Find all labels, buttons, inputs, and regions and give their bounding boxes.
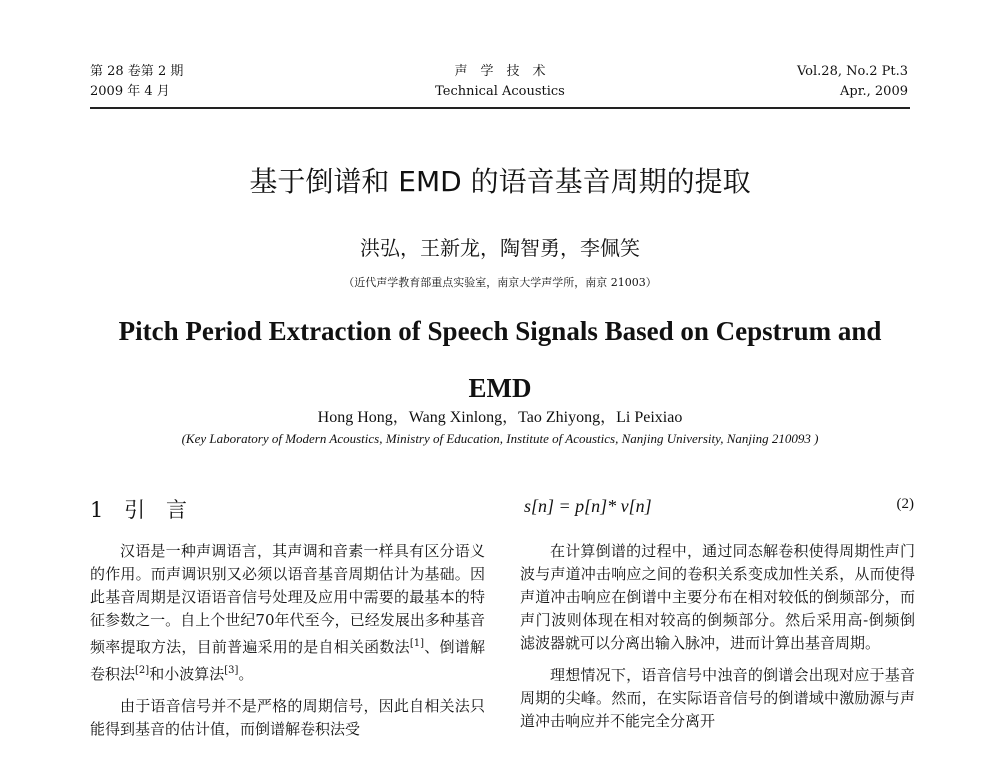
- affiliation-en: (Key Laboratory of Modern Acoustics, Ministry of Education, Institute of Acoustics, Nanjing University, Nanjing 210093 ): [181, 431, 819, 446]
- body-paragraph-2: 理想情况下，语音信号中浊音的倒谱会出现对应于基音周期的尖峰。然而，在实际语音信号的倒谱域中激励源与声道冲击响应并不能完全分离开: [520, 666, 915, 730]
- intro-paragraph-2: 由于语音信号并不是严格的周期信号，因此自相关法只能得到基音的估计值，而倒谱解卷积法受: [90, 697, 485, 738]
- journal-name-cn: 声 学 技 术: [454, 64, 546, 79]
- intro-paragraph-1-end: 。: [238, 665, 254, 683]
- section-title: 引 言: [124, 498, 188, 522]
- equation-number: (2): [896, 496, 914, 512]
- left-column: [90, 540, 485, 750]
- citation-1[interactable]: [1]: [409, 638, 425, 649]
- volume-issue-cn: 第 28 卷第 2 期: [90, 64, 184, 79]
- equation-2: [524, 496, 914, 517]
- body-paragraph-1: 在计算倒谱的过程中，通过同态解卷积使得周期性声门波与声道冲击响应之间的卷积关系变成加性关系，从而使得声道冲击响应在倒谱中主要分布在相对较低的倒频部分，而声门波则体现在相对较高的倒频部分。然后采用高-倒频倒滤波器就可以分离出输入脉冲，进而计算出基音周期。: [520, 542, 915, 652]
- authors-cn: 洪弘，王新龙，陶智勇，李佩笑: [360, 236, 640, 260]
- date-en: Apr., 2009: [840, 84, 908, 99]
- intro-paragraph-1-text: 汉语是一种声调语言，其声调和音素一样具有区分语义的作用。而声调识别又必须以语音基音周期估计为基础。因此基音周期是汉语语音信号处理及应用中需要的最基本的特征参数之一。自上个世纪70年代至今，已经发展出多种基音频率提取方法，目前普遍采用的是自相关函数法: [90, 542, 485, 656]
- equation-text: s[n] = p[n]* v[n]: [524, 496, 652, 516]
- right-column: [520, 540, 915, 742]
- date-cn: 2009 年 4 月: [90, 84, 170, 99]
- authors-en: Hong Hong，Wang Xinlong，Tao Zhiyong，Li Peixiao: [317, 409, 683, 426]
- header-rule: [90, 107, 910, 109]
- paper-title-cn: 基于倒谱和 EMD 的语音基音周期的提取: [249, 165, 751, 198]
- citation-2[interactable]: [2]: [135, 665, 150, 676]
- section-number: 1: [90, 498, 104, 522]
- intro-paragraph-1: [90, 540, 485, 686]
- intro-paragraph-1-mid: 、倒谱解卷积法: [90, 638, 485, 683]
- affiliation-cn: （近代声学教育部重点实验室，南京大学声学所，南京 21003）: [343, 276, 657, 289]
- journal-name-en: Technical Acoustics: [435, 84, 565, 99]
- paper-title-en: Pitch Period Extraction of Speech Signals Based on Cepstrum and EMD: [118, 316, 882, 403]
- journal-volume-info: [797, 62, 908, 102]
- volume-issue-en: Vol.28, No.2 Pt.3: [796, 64, 908, 79]
- section-heading: [90, 494, 187, 524]
- intro-paragraph-1-mid2: 和小波算法: [149, 665, 225, 683]
- citation-3[interactable]: [3]: [224, 665, 239, 676]
